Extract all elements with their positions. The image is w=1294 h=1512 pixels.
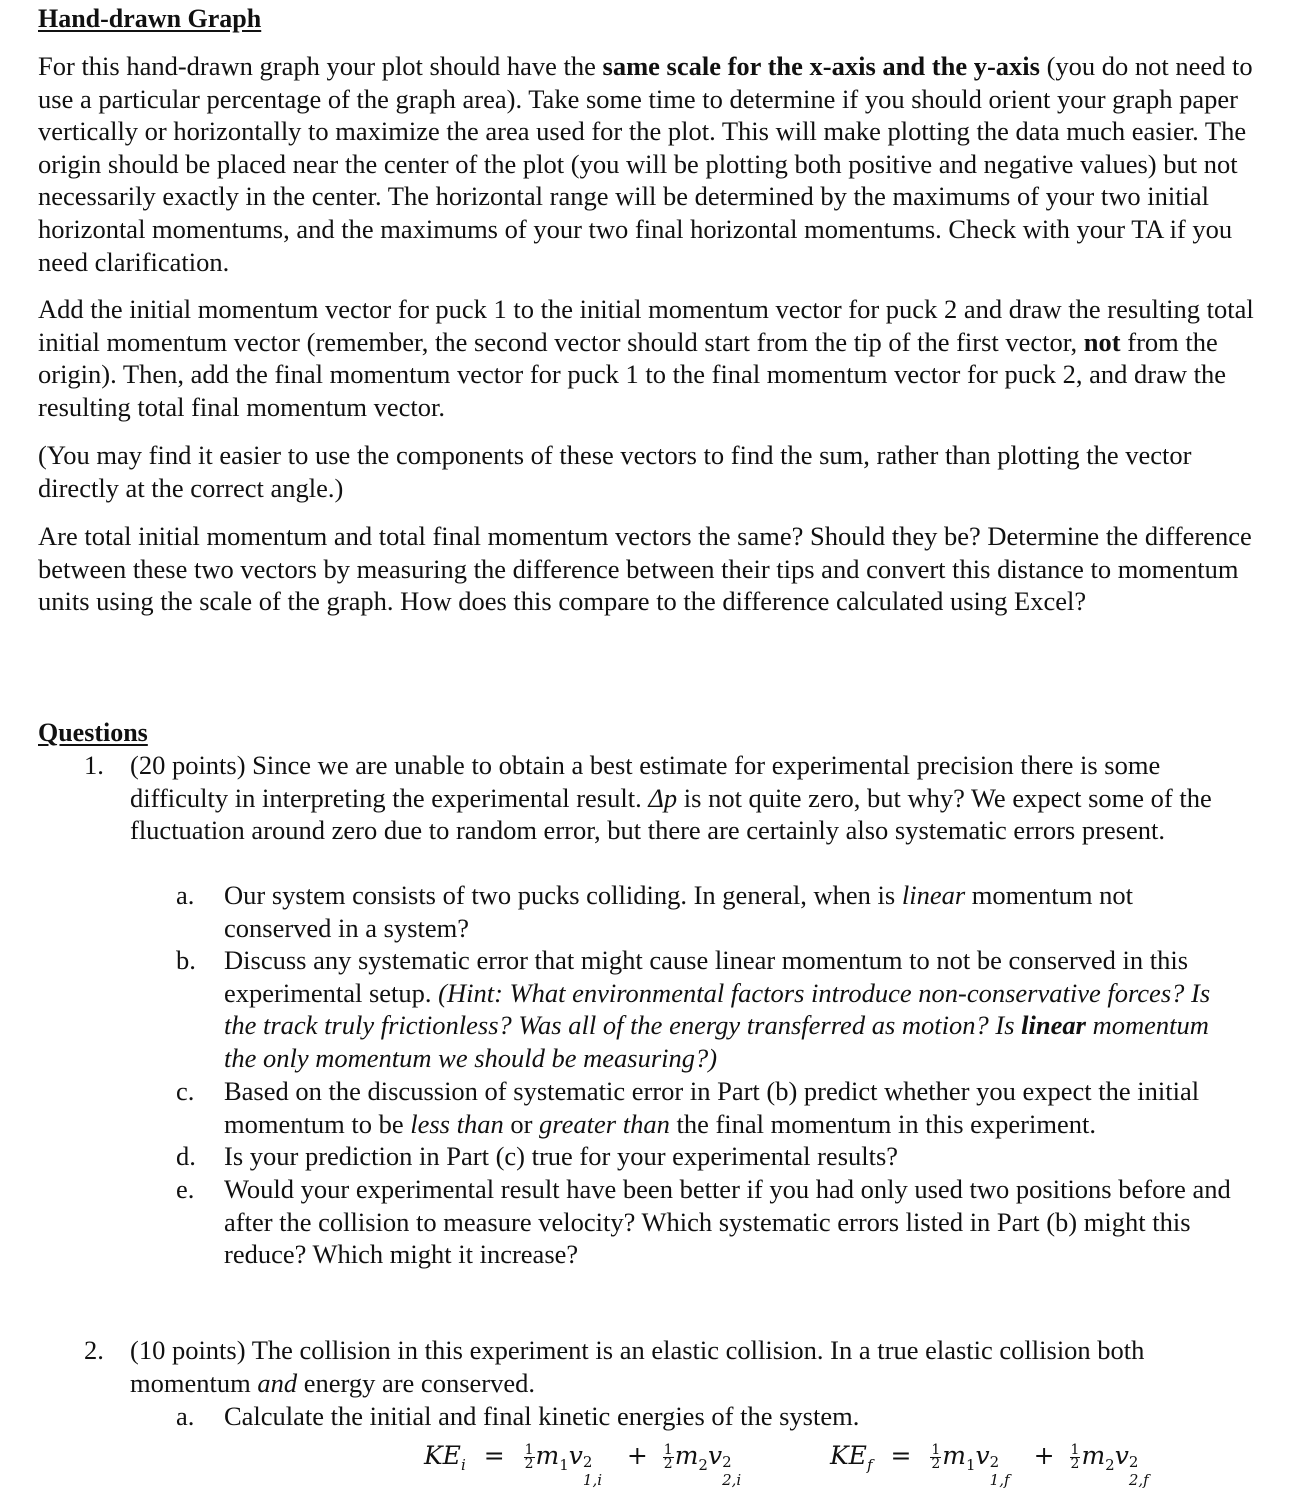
q1a-text-2: momentum not conserved in a system? — [224, 880, 1133, 943]
paragraph-vector-addition — [38, 293, 1258, 423]
ke-i-m2-sub: 2 — [698, 1456, 708, 1474]
q1b-italic-2: momentum the only momentum we should be measuring?) — [224, 1010, 1209, 1073]
ke-i-m1: m — [535, 1441, 560, 1470]
q1b-bold-italic: linear — [1021, 1010, 1086, 1041]
ke-f-m2-sub: 2 — [1105, 1456, 1115, 1474]
q1e-label: e. — [176, 1174, 195, 1204]
ke-i-plus: + — [626, 1441, 648, 1470]
p2-bold: not — [1083, 326, 1121, 357]
ke-f-m2: m — [1081, 1441, 1106, 1470]
q1a-italic: linear — [901, 880, 966, 910]
q1a-text-1: Our system consists of two pucks colliding. In general, when is — [224, 880, 902, 910]
q1c-italic-2: greater than — [539, 1108, 670, 1139]
q1c-text-1: Based on the discussion of systematic error in Part (b) predict whether you expect the initial momentum to be — [224, 1076, 1200, 1139]
ke-i-v2: v — [707, 1441, 723, 1470]
paragraph-components-note: (You may find it easier to use the components of these vectors to find the sum, rather than plotting the vector directly at the correct angle.) — [38, 440, 1192, 503]
p2-text-1: Add the initial momentum vector for puck 1 to the initial momentum vector for puck 2 and draw the resulting total initial momentum vector (remember, the second vector should start from the tip of the first vector, — [38, 294, 1254, 357]
ke-f-m1-sub: 1 — [966, 1456, 976, 1474]
q1-delta-p: Δp — [648, 782, 678, 813]
ke-i-m2: m — [674, 1441, 699, 1470]
ke-i-lhs-sub: i — [460, 1456, 466, 1474]
p2-text-2: from the origin). Then, add the final momentum vector for puck 1 to the final momentum vector for puck 2, and draw the resulting total final momentum vector. — [38, 326, 1226, 422]
ke-f-equals: = — [890, 1441, 912, 1470]
ke-i-half-2: $\frac{1}{2}$ — [663, 1442, 673, 1472]
q1b-label: b. — [176, 945, 196, 975]
p1-bold: same scale for the x-axis and the y-axis — [602, 51, 1040, 81]
paragraph-graph-scale — [38, 50, 1258, 278]
ke-f-plus: + — [1033, 1441, 1055, 1470]
p1-text-2: (you do not need to use a particular percentage of the graph area). Take some time to determine if you should orient your graph paper vertically or horizontally to maximize the area used for the plot. This will make plotting the data much easier. The origin should be placed near the center of the plot (you will be plotting both positive and negative values) but not necessarily exactly in the center. The horizontal range will be determined by the maximums of your two initial horizontal momentums, and the maximums of your two final horizontal momentums. Check with your TA if you need clarification. — [38, 51, 1253, 277]
ke-f-v2: v — [1114, 1441, 1129, 1470]
q1b-text — [224, 944, 1234, 1074]
ke-i-half-1: $\frac{1}{2}$ — [524, 1442, 534, 1472]
q1a-text — [224, 879, 1234, 944]
q1-text-2: is not quite zero, but why? We expect some of the fluctuation around zero due to random error, but there are certainly also systematic errors present. — [130, 782, 1212, 846]
q2-text-2: energy are conserved. — [297, 1367, 535, 1398]
q1a-label: a. — [176, 880, 195, 910]
q1-text — [130, 749, 1260, 847]
ke-f-m1: m — [942, 1441, 966, 1470]
q1c-text-2: or — [503, 1108, 540, 1139]
q1c-text-3: the final momentum in this experiment. — [669, 1108, 1096, 1139]
questions-heading: Questions — [38, 718, 148, 747]
q2-italic: and — [257, 1367, 298, 1398]
q2-text — [130, 1334, 1240, 1399]
paragraph-compare-vectors: Are total initial momentum and total final momentum vectors the same? Should they be? Determine the difference between these two vectors by measuring the difference between their tips and convert this distance to momentum units using the scale of the graph. How does this compare to the difference calculated using Excel? — [38, 521, 1252, 617]
q2a-label: a. — [176, 1401, 195, 1431]
q2-number: 2. — [84, 1335, 104, 1365]
q1-number: 1. — [84, 750, 104, 780]
ke-i-equals: = — [483, 1441, 505, 1470]
q1b-text-1: Discuss any systematic error that might cause linear momentum to not be conserved in this experimental setup. — [224, 945, 1189, 1008]
ke-f-lhs-sub: f — [866, 1456, 873, 1474]
q2-text-1: (10 points) The collision in this experiment is an elastic collision. In a true elastic collision both momentum — [130, 1335, 1145, 1398]
p1-text-1: For this hand-drawn graph your plot should have the — [38, 51, 603, 81]
equation-ke-final: $KE_f$ = $\frac{1}{2}$ $m_1v$ 2 1,f + $\frac{1}{2}$ $m_2v$ 2 2,f — [830, 1441, 1149, 1489]
q1d-label: d. — [176, 1141, 196, 1171]
section-heading: Hand-drawn Graph — [38, 4, 262, 33]
q1e-text: Would your experimental result have been better if you had only used two positions before and after the collision to measure velocity? Which systematic errors listed in Part (b) might this reduce? Which might it increase? — [224, 1174, 1231, 1270]
ke-i-lhs: KE — [424, 1441, 461, 1470]
q1-text-1: (20 points) Since we are unable to obtain a best estimate for experimental precision there is some difficulty in interpreting the experimental result. — [130, 750, 1161, 813]
q1c-text — [224, 1075, 1264, 1140]
ke-f-lhs: KE — [830, 1441, 867, 1470]
q1c-italic-1: less than — [410, 1108, 504, 1139]
q1d-text: Is your prediction in Part (c) true for your experimental results? — [224, 1141, 899, 1171]
equation-ke-initial: $KE_i$ = $\frac{1}{2}$ $m_1v$ 2 1,i + $\frac{1}{2}$ $m_2v$ 2 2,i — [424, 1441, 742, 1489]
q2a-text: Calculate the initial and final kinetic energies of the system. — [224, 1401, 860, 1431]
q1b-italic-1: (Hint: What environmental factors introduce non-conservative forces? Is the track truly frictionless? Was all of the energy transferred as motion? Is — [224, 977, 1211, 1041]
ke-f-half-2: $\frac{1}{2}$ — [1070, 1442, 1080, 1472]
q1c-label: c. — [176, 1076, 195, 1106]
ke-i-m1-sub: 1 — [559, 1456, 569, 1474]
ke-f-v1: v — [975, 1441, 990, 1470]
ke-f-half-1: $\frac{1}{2}$ — [931, 1442, 941, 1472]
ke-i-v1: v — [568, 1441, 583, 1470]
